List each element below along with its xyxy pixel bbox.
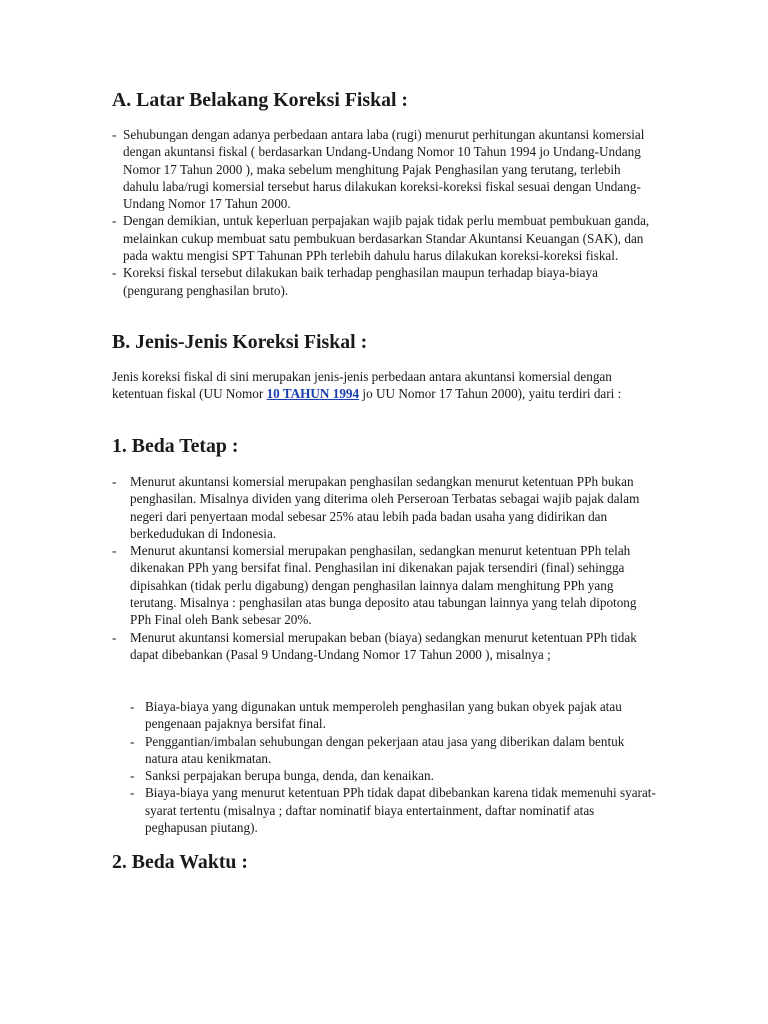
list-item — [112, 784, 657, 836]
list-item-text: Sehubungan dengan adanya perbedaan antara laba (rugi) menurut perhitungan akuntansi komersial dengan akuntansi fiskal ( berdasarkan Undang-Undang Nomor 10 Tahun 1994 jo Undang-Undang Nomor 17 Tahun 2000 ), maka sebelum menghitung Pajak Penghasilan yang terutang, terlebih dahulu laba/rugi komersial tersebut harus dilakukan koreksi-koreksi fiskal sesuai dengan Undang-Undang Nomor 17 Tahun 2000. — [123, 127, 645, 212]
list-item-text: Penggantian/imbalan sehubungan dengan pekerjaan atau jasa yang diberikan dalam bentuk natura atau kenikmatan. — [145, 733, 625, 766]
bullet-dash: - — [130, 785, 135, 801]
section-b-heading: B. Jenis-Jenis Koreksi Fiskal : — [112, 331, 368, 353]
beda-tetap-list — [112, 473, 657, 663]
beda-tetap-heading: 1. Beda Tetap : — [112, 435, 239, 457]
list-item — [112, 767, 657, 784]
list-item — [112, 542, 657, 628]
list-item — [112, 264, 657, 299]
list-item — [112, 212, 657, 264]
beda-tetap-sub-list — [112, 698, 657, 836]
list-item-text: Dengan demikian, untuk keperluan perpajakan wajib pajak tidak perlu membuat pembukuan ganda, melainkan cukup membuat satu pembukuan berdasarkan Standar Akuntansi Keuangan (SAK), dan pada waktu mengisi SPT Tahunan PPh terlebih dahulu harus dilakukan koreksi-koreksi fiskal. — [123, 213, 650, 264]
list-item-text: Menurut akuntansi komersial merupakan penghasilan, sedangkan menurut ketentuan PPh telah dikenakan PPh yang bersifat final. Penghasilan ini dikenakan pajak tersendiri (final) sehingga dipisahkan (tidak perlu digabung) dengan penghasilan lainnya dalam menghitung PPh yang terutang. Misalnya : penghasilan atas bunga deposito atau tabungan lainnya yang telah dipotong PPh Final oleh Bank sebesar 20%. — [130, 543, 637, 628]
bullet-dash: - — [130, 699, 135, 714]
beda-waktu-heading: 2. Beda Waktu : — [112, 851, 248, 873]
section-b-intro — [112, 368, 647, 403]
bullet-dash: - — [112, 474, 117, 489]
bullet-dash: - — [112, 265, 117, 281]
section-a-list — [112, 126, 657, 299]
list-item — [112, 126, 657, 212]
intro-text-before: Jenis koreksi fiskal di sini merupakan jenis-jenis perbedaan antara akuntansi komersial dengan ketentuan fiskal (UU Nomor — [112, 369, 612, 402]
list-item-text: Biaya-biaya yang menurut ketentuan PPh tidak dapat dibebankan karena tidak memenuhi syarat-syarat tertentu (misalnya ; daftar nominatif biaya entertainment, daftar nominatif atas peghapusan piutang). — [145, 785, 656, 836]
bullet-dash: - — [112, 543, 117, 559]
list-item — [112, 629, 657, 664]
bullet-dash: - — [130, 733, 135, 749]
bullet-dash: - — [112, 127, 117, 142]
bullet-dash: - — [112, 629, 117, 645]
list-item-text: Koreksi fiskal tersebut dilakukan baik terhadap penghasilan maupun terhadap biaya-biaya (pengurang penghasilan bruto). — [123, 265, 598, 298]
list-item — [112, 733, 657, 768]
list-item-text: Menurut akuntansi komersial merupakan beban (biaya) sedangkan menurut ketentuan PPh tidak dapat dibebankan (Pasal 9 Undang-Undang Nomor 17 Tahun 2000 ), misalnya ; — [130, 629, 637, 662]
intro-text-after: jo UU Nomor 17 Tahun 2000), yaitu terdiri dari : — [359, 386, 622, 402]
bullet-dash: - — [130, 768, 135, 784]
list-item-text: Biaya-biaya yang digunakan untuk memperoleh penghasilan yang bukan obyek pajak atau pengenaan pajaknya bersifat final. — [145, 699, 622, 732]
bullet-dash: - — [112, 213, 117, 229]
law-link[interactable]: 10 TAHUN 1994 — [266, 386, 360, 402]
list-item-text: Sanksi perpajakan berupa bunga, denda, dan kenaikan. — [145, 768, 434, 784]
list-item — [112, 473, 657, 542]
list-item — [112, 698, 657, 733]
list-item-text: Menurut akuntansi komersial merupakan penghasilan sedangkan menurut ketentuan PPh bukan penghasilan. Misalnya dividen yang diterima oleh Perseroan Terbatas sebagai wajib pajak dalam negeri dari penyertaan modal sebesar 25% atau lebih pada badan usaha yang didirikan dan berkedudukan di Indonesia. — [130, 474, 640, 541]
section-a-heading: A. Latar Belakang Koreksi Fiskal : — [112, 89, 409, 111]
